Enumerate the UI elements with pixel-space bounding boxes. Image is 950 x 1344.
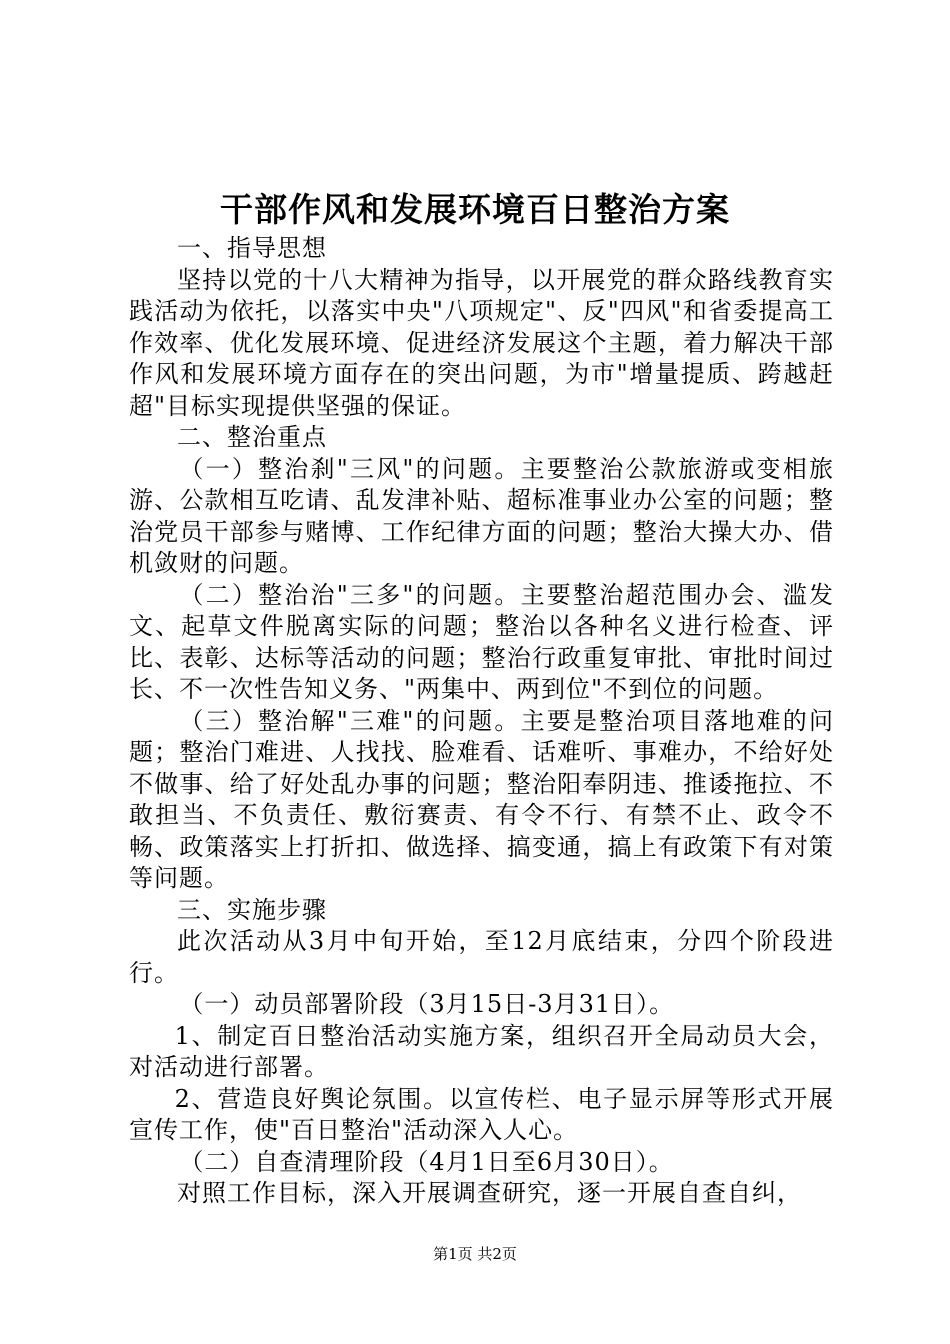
paragraph-key-point-2: （二）整治治"三多"的问题。主要整治超范围办会、滥发文、起草文件脱离实际的问题；整治以各种名义进行检查、评比、表彰、达标等活动的问题；整治行政重复审批、审批时间过长、不一次性告知义务、"两集中、两到位"不到位的问题。 [129,580,834,703]
document-title: 干部作风和发展环境百日整治方案 [220,190,730,229]
paragraph-stage-1: （一）动员部署阶段（3月15日-3月31日）。 [179,990,675,1018]
page-number: 第1页 共2页 [433,1245,517,1263]
document-body [129,233,834,1210]
paragraph-key-point-1: （一）整治刹"三风"的问题。主要整治公款旅游或变相旅游、公款相互吃请、乱发津补贴、超标准事业办公室的问题；整治党员干部参与赌博、工作纪律方面的问题；整治大操大办、借机敛财的问题。 [129,454,834,577]
paragraph-stage-1-item-2: 2、营造良好舆论氛围。以宣传栏、电子显示屏等形式开展宣传工作，使"百日整治"活动深入人心。 [129,1084,834,1144]
section-heading-steps: 三、实施步骤 [177,895,327,924]
paragraph-guiding-thought: 坚持以党的十八大精神为指导，以开展党的群众路线教育实践活动为依托，以落实中央"八项规定"、反"四风"和省委提高工作效率、优化发展环境、促进经济发展这个主题，着力解决干部作风和发展环境方面存在的突出问题，为市"增量提质、跨越赶超"目标实现提供坚强的保证。 [129,265,834,420]
section-heading-guiding-thought: 一、指导思想 [177,234,327,262]
paragraph-stage-2-text: 对照工作目标，深入开展调查研究，逐一开展自查自纠， [177,1179,802,1207]
paragraph-stage-1-item-1: 1、制定百日整治活动实施方案，组织召开全局动员大会，对活动进行部署。 [129,1021,834,1081]
paragraph-key-point-3: （三）整治解"三难"的问题。主要是整治项目落地难的问题；整治门难进、人找找、脸难看、话难听、事难办，不给好处不做事、给了好处乱办事的问题；整治阳奉阴违、推诿拖拉、不敢担当、不负责任、敷衍赛责、有令不行、有禁不止、政令不畅、政策落实上打折扣、做选择、搞变通，搞上有政策下有对策等问题。 [129,706,834,892]
paragraph-stage-2: （二）自查清理阶段（4月1日至6月30日）。 [179,1147,674,1176]
paragraph-steps-intro: 此次活动从3月中旬开始，至12月底结束，分四个阶段进行。 [129,927,834,987]
section-heading-key-points: 二、整治重点 [177,423,327,451]
